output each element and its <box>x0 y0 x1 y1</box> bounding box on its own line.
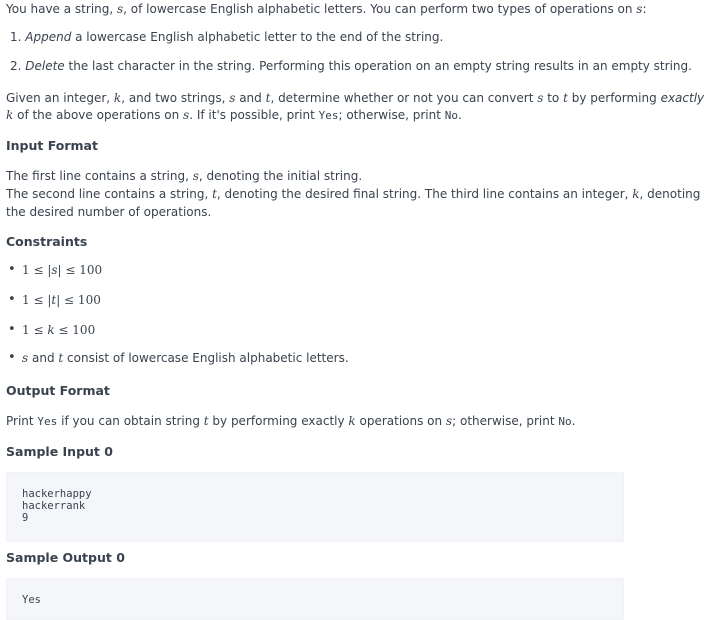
input-format-line2: The second line contains a string, t, denoting the desired final string. The third line contains an integer, k, denoting <box>6 187 701 201</box>
input-format-heading: Input Format <box>6 138 98 153</box>
sample-input-line: hackerrank <box>22 500 86 512</box>
sample-input-line: hackerhappy <box>22 488 92 500</box>
bullet: • <box>8 292 16 307</box>
sample-input-box <box>6 472 624 542</box>
sample-output-box <box>6 578 624 620</box>
bullet: • <box>8 322 16 337</box>
sample-input-heading: Sample Input 0 <box>6 444 113 459</box>
given-text-line2: k of the above operations on s. If it's possible, print Yes; otherwise, print No. <box>6 108 462 122</box>
constraint-alphabet: s and t consist of lowercase English alphabetic letters. <box>22 351 349 365</box>
operation-delete: 2. Delete the last character in the string. Performing this operation on an empty string results in an empty string. <box>10 59 692 73</box>
bullet: • <box>8 262 16 277</box>
sample-output-heading: Sample Output 0 <box>6 550 125 565</box>
sample-input-line: 9 <box>22 512 29 524</box>
output-format-heading: Output Format <box>6 383 110 398</box>
constraint-s-length: 1 ≤ |s| ≤ 100 <box>22 263 103 277</box>
input-format-line1: The first line contains a string, s, denoting the initial string. <box>6 169 363 183</box>
operation-append: 1. Append a lowercase English alphabetic letter to the end of the string. <box>10 30 444 44</box>
constraint-k-range: 1 ≤ k ≤ 100 <box>22 323 96 337</box>
constraint-t-length: 1 ≤ |t| ≤ 100 <box>22 293 101 307</box>
output-format-text: Print Yes if you can obtain string t by performing exactly k operations on s; otherwise, print No. <box>6 414 576 428</box>
sample-output-line: Yes <box>22 594 41 606</box>
given-text-line1: Given an integer, k, and two strings, s and t, determine whether or not you can convert s to t by performing exactly <box>6 91 704 105</box>
input-format-line3: the desired number of operations. <box>6 205 212 219</box>
intro-text: You have a string, s, of lowercase English alphabetic letters. You can perform two types of operations on s: <box>6 2 647 16</box>
bullet: • <box>8 350 16 365</box>
constraints-heading: Constraints <box>6 234 88 249</box>
